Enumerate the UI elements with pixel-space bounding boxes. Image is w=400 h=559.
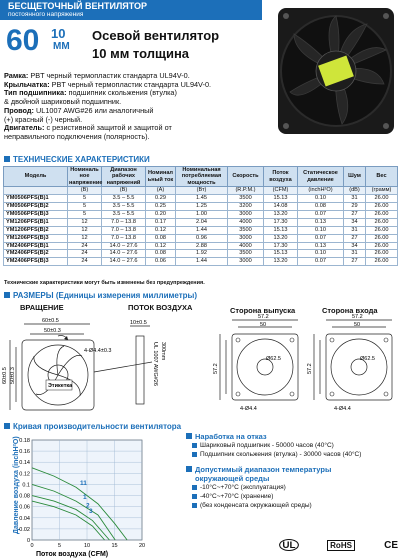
- table-cell: 0.10: [298, 250, 344, 258]
- bullet-square-icon: [4, 156, 10, 162]
- bullet-icon: [192, 503, 197, 508]
- model-cell: YM1206PFS(B)3: [4, 234, 68, 242]
- table-cell: 26.00: [366, 195, 398, 203]
- chart-y-tick: 0: [26, 538, 30, 544]
- table-cell: 1.00: [176, 210, 228, 218]
- ce-logo-icon: CE: [384, 539, 398, 551]
- bullet-square-icon: [4, 292, 10, 298]
- spec-wire-2: (+) красный (-) черный.: [4, 114, 83, 124]
- dim-height-inner: 50±0.3: [10, 367, 16, 384]
- model-cell: YM2406PFS(B)1: [4, 242, 68, 250]
- front-dimension-drawing: [2, 312, 212, 414]
- unit-cell: (inchH²O): [298, 187, 344, 195]
- table-cell: 0.08: [298, 203, 344, 211]
- column-header: Шум: [344, 167, 366, 187]
- chart-y-label: Давление воздуха (inchH²O): [13, 436, 20, 534]
- table-cell: 24: [68, 258, 102, 266]
- table-cell: 1.44: [176, 258, 228, 266]
- table-cell: 3500: [228, 250, 264, 258]
- life-block: [186, 432, 398, 459]
- life-item: Шариковый подшипник - 50000 часов (40°C): [186, 441, 398, 450]
- table-row: [4, 195, 398, 203]
- temp-item: -10°C~+70°C (эксплуатация): [186, 483, 398, 492]
- model-cell: YM2406PFS(B)2: [4, 250, 68, 258]
- chart-y-tick: 0.02: [19, 526, 30, 533]
- intake-side-label: Сторона входа: [322, 306, 378, 315]
- table-cell: 26.00: [366, 210, 398, 218]
- table-cell: 0.20: [146, 210, 176, 218]
- table-cell: 14.0 – 27.6: [102, 258, 146, 266]
- life-title: Наработка на отказ: [186, 432, 398, 441]
- temp-title: Допустимый диапазон температуры: [186, 465, 398, 474]
- table-cell: 0.10: [298, 195, 344, 203]
- chart-series-label: 11: [80, 480, 87, 488]
- unit-cell: (Вт): [176, 187, 228, 195]
- table-cell: 27: [344, 258, 366, 266]
- table-cell: 0.07: [298, 258, 344, 266]
- table-cell: 3.5 – 5.5: [102, 195, 146, 203]
- table-row: [4, 226, 398, 234]
- dim-intake-572: 57.2: [352, 314, 363, 320]
- header-title: БЕСЩЕТОЧНЫЙ ВЕНТИЛЯТОР: [8, 1, 148, 11]
- table-cell: 15.13: [264, 226, 298, 234]
- table-cell: 0.08: [146, 234, 176, 242]
- model-cell: YM1206PFS(B)2: [4, 226, 68, 234]
- table-cell: 14.0 – 27.6: [102, 242, 146, 250]
- spec-motor-2: неправильного подключения (полярность).: [4, 131, 150, 141]
- dim-holes: 4-Ø4.4±0.3: [84, 348, 112, 354]
- table-cell: 14.0 – 27.6: [102, 250, 146, 258]
- table-cell: 7.0 – 13.8: [102, 226, 146, 234]
- rohs-logo-icon: RoHS: [327, 540, 355, 551]
- bullet-icon: [192, 452, 197, 457]
- table-cell: 0.29: [146, 195, 176, 203]
- table-cell: 1.25: [176, 203, 228, 211]
- column-header: Номинальная потребляемая мощность: [176, 167, 228, 187]
- table-cell: 3000: [228, 258, 264, 266]
- page-header: [0, 0, 262, 20]
- table-cell: 26.00: [366, 242, 398, 250]
- table-cell: 26.00: [366, 250, 398, 258]
- table-cell: 5: [68, 210, 102, 218]
- table-cell: 2.88: [176, 242, 228, 250]
- table-cell: 0.12: [146, 226, 176, 234]
- chart-x-tick: 10: [83, 543, 91, 549]
- chart-y-tick: 0.08: [19, 493, 30, 500]
- dim-exhaust-572: 57.2: [258, 314, 269, 320]
- airflow-label: ПОТОК ВОЗДУХА: [128, 303, 193, 312]
- product-subtitle: 10 мм толщина: [92, 46, 190, 61]
- chart-y-tick: 0.06: [19, 504, 30, 511]
- spec-frame: Рамка: PBT черный термопластик стандарта UL94V-0.: [4, 71, 190, 80]
- table-cell: 0.17: [146, 218, 176, 226]
- performance-chart: [2, 432, 150, 558]
- table-cell: 24: [68, 250, 102, 258]
- table-cell: 12: [68, 234, 102, 242]
- unit-cell: (А): [146, 187, 176, 195]
- table-cell: 1.92: [176, 250, 228, 258]
- chart-y-tick: 0.1: [22, 482, 30, 489]
- column-header: Номинал ьный ток: [146, 167, 176, 187]
- spec-impeller: Крыльчатка: PBT черный термопластик стандарта UL94V-0.: [4, 79, 212, 89]
- rotation-label: ВРАЩЕНИЕ: [20, 303, 64, 312]
- table-cell: 12: [68, 226, 102, 234]
- label-tag: Этикетка: [48, 383, 73, 389]
- table-cell: 34: [344, 242, 366, 250]
- table-cell: 3000: [228, 234, 264, 242]
- table-row: [4, 218, 398, 226]
- table-cell: 1.44: [176, 226, 228, 234]
- dim-intake-50: 50: [354, 322, 361, 328]
- table-cell: 24: [68, 242, 102, 250]
- dim-thickness: 10±0.5: [130, 320, 147, 326]
- table-units-row: [4, 187, 398, 195]
- table-cell: 34: [344, 218, 366, 226]
- chart-x-tick: 15: [111, 543, 118, 549]
- spec-motor: Двигатель: с резистивной защитой и защитой от: [4, 123, 172, 133]
- table-cell: 26.00: [366, 218, 398, 226]
- ul-logo-icon: UL: [279, 539, 299, 551]
- chart-y-tick: 0.04: [19, 515, 30, 522]
- table-row: [4, 234, 398, 242]
- chart-y-tick: 0.14: [19, 460, 30, 467]
- dim-exhaust-holes: 4-Ø4.4: [240, 406, 257, 412]
- model-cell: YM0506PFS(B)2: [4, 203, 68, 211]
- column-header: Поток воздуха: [264, 167, 298, 187]
- table-cell: 27: [344, 210, 366, 218]
- table-cell: 3500: [228, 195, 264, 203]
- spec-bearing: Тип подшипника: подшипник скольжения (втулка): [4, 88, 177, 98]
- table-cell: 17.30: [264, 218, 298, 226]
- table-cell: 13.20: [264, 258, 298, 266]
- column-header: Диапазон рабочих напряжений: [102, 167, 146, 187]
- unit-cell: (CFM): [264, 187, 298, 195]
- table-cell: 0.08: [146, 250, 176, 258]
- table-cell: 3500: [228, 226, 264, 234]
- chart-y-tick: 0.12: [19, 471, 30, 478]
- model-cell: YM0506PFS(B)3: [4, 210, 68, 218]
- cert-marks: [280, 536, 398, 554]
- size-unit: ММ: [53, 41, 70, 52]
- bullet-square-icon: [186, 433, 192, 439]
- table-cell: 31: [344, 195, 366, 203]
- bullet-square-icon: [4, 423, 10, 429]
- table-cell: 0.13: [298, 218, 344, 226]
- table-cell: 5: [68, 203, 102, 211]
- bullet-icon: [192, 485, 197, 490]
- table-cell: 15.13: [264, 250, 298, 258]
- chart-x-tick: 20: [138, 543, 146, 549]
- wire-length: 300mm: [160, 342, 166, 361]
- size-thickness: 10: [51, 26, 66, 41]
- unit-cell: (R.P.M.): [228, 187, 264, 195]
- dim-exhaust-v572: 57.2: [213, 363, 219, 374]
- dim-width-outer: 60±0.5: [42, 318, 59, 324]
- wire-spec: UL 1007 AWG#26: [152, 342, 158, 386]
- table-cell: 7.0 – 13.8: [102, 234, 146, 242]
- spec-table: [3, 166, 398, 266]
- table-cell: 26.00: [366, 226, 398, 234]
- table-cell: 0.07: [298, 210, 344, 218]
- table-cell: 0.06: [146, 258, 176, 266]
- table-row: [4, 210, 398, 218]
- fan-photo: [272, 0, 400, 140]
- temp-item: -40°C~+70°C (хранение): [186, 492, 398, 501]
- table-cell: 26.00: [366, 258, 398, 266]
- unit-cell: (dB): [344, 187, 366, 195]
- table-row: [4, 258, 398, 266]
- dims-section-title: РАЗМЕРЫ (Единицы измерения миллиметры): [4, 291, 197, 300]
- table-cell: 26.00: [366, 234, 398, 242]
- product-title: Осевой вентилятор: [92, 28, 220, 43]
- temp-title-2: окружающей среды: [195, 474, 270, 483]
- chart-series-label: 3: [89, 508, 93, 515]
- bullet-icon: [192, 494, 197, 499]
- table-cell: 3200: [228, 203, 264, 211]
- spec-wire: Провод: UL1007 AWG#26 или аналогичный: [4, 105, 154, 115]
- spec-list: [4, 72, 279, 142]
- exhaust-side-label: Сторона выпуска: [230, 306, 296, 315]
- column-header: Скорость: [228, 167, 264, 187]
- tech-section-title: ТЕХНИЧЕСКИЕ ХАРАКТЕРИСТИКИ: [4, 155, 150, 164]
- dim-exhaust-50: 50: [260, 322, 267, 328]
- table-cell: 27: [344, 234, 366, 242]
- table-cell: 0.96: [176, 234, 228, 242]
- table-cell: 29: [344, 203, 366, 211]
- table-cell: 5: [68, 195, 102, 203]
- table-cell: 3.5 – 5.5: [102, 203, 146, 211]
- table-cell: 3.5 – 5.5: [102, 210, 146, 218]
- table-cell: 0.10: [298, 226, 344, 234]
- table-cell: 0.25: [146, 203, 176, 211]
- bullet-square-icon: [186, 466, 192, 472]
- unit-cell: (В): [102, 187, 146, 195]
- size-main: 60: [6, 24, 40, 57]
- dim-height-outer: 60±0.5: [2, 367, 8, 384]
- table-cell: 2.04: [176, 218, 228, 226]
- table-row: [4, 242, 398, 250]
- spec-bearing-2: & двойной шариковый подшипник.: [4, 97, 122, 107]
- model-cell: YM2406PFS(B)3: [4, 258, 68, 266]
- table-cell: 31: [344, 226, 366, 234]
- chart-y-tick: 0.18: [19, 438, 30, 444]
- column-header: Модель: [4, 167, 68, 187]
- table-cell: 13.20: [264, 210, 298, 218]
- table-cell: 0.13: [298, 242, 344, 250]
- table-cell: 13.20: [264, 234, 298, 242]
- table-cell: 7.0 – 13.8: [102, 218, 146, 226]
- chart-x-tick: 5: [57, 543, 62, 549]
- perf-section-title: Кривая производительности вентилятора: [4, 422, 181, 431]
- table-note: Технические характеристики могут быть изменены без предупреждения.: [4, 280, 205, 286]
- side-dimension-drawings: [214, 314, 400, 414]
- table-cell: 17.30: [264, 242, 298, 250]
- bullet-icon: [192, 443, 197, 448]
- chart-series-label: 2: [86, 502, 90, 510]
- table-cell: 12: [68, 218, 102, 226]
- chart-x-tick: 0: [30, 543, 34, 549]
- table-cell: 26.00: [366, 203, 398, 211]
- column-header: Номиналь ное напряжение: [69, 167, 103, 186]
- table-cell: 0.12: [146, 242, 176, 250]
- life-item: Подшипник скольжения (втулка) - 30000 часов (40°C): [186, 450, 398, 459]
- table-cell: 1.45: [176, 195, 228, 203]
- column-header: Вес: [366, 167, 398, 187]
- dim-exhaust-phi: Ø62.5: [266, 356, 281, 362]
- chart-x-label: Поток воздуха (CFM): [36, 551, 109, 558]
- unit-cell: (грамм): [366, 187, 398, 195]
- table-cell: 4000: [228, 242, 264, 250]
- header-subtitle: постоянного напряжения: [8, 11, 84, 18]
- table-cell: 3000: [228, 210, 264, 218]
- temp-block: [186, 465, 398, 510]
- unit-cell: [4, 187, 68, 195]
- chart-series-label: 1: [83, 494, 87, 502]
- table-cell: 15.13: [264, 195, 298, 203]
- dim-width-inner: 50±0.3: [44, 328, 61, 334]
- table-header-row: [4, 167, 398, 187]
- table-cell: 14.08: [264, 203, 298, 211]
- table-row: [4, 250, 398, 258]
- model-cell: YM0506PFS(B)1: [4, 195, 68, 203]
- chart-y-tick: 0.16: [19, 449, 30, 456]
- table-cell: 4000: [228, 218, 264, 226]
- model-cell: YM1206PFS(B)1: [4, 218, 68, 226]
- dim-intake-holes: 4-Ø4.4: [334, 406, 351, 412]
- temp-item: (без конденсата окружающей среды): [186, 501, 398, 510]
- dim-intake-v572: 57.2: [307, 363, 313, 374]
- table-row: [4, 203, 398, 211]
- column-header: Статическое давление: [298, 167, 344, 187]
- unit-cell: (В): [68, 187, 102, 195]
- table-cell: 0.07: [298, 234, 344, 242]
- dim-intake-phi: Ø62.5: [360, 356, 375, 362]
- table-cell: 31: [344, 250, 366, 258]
